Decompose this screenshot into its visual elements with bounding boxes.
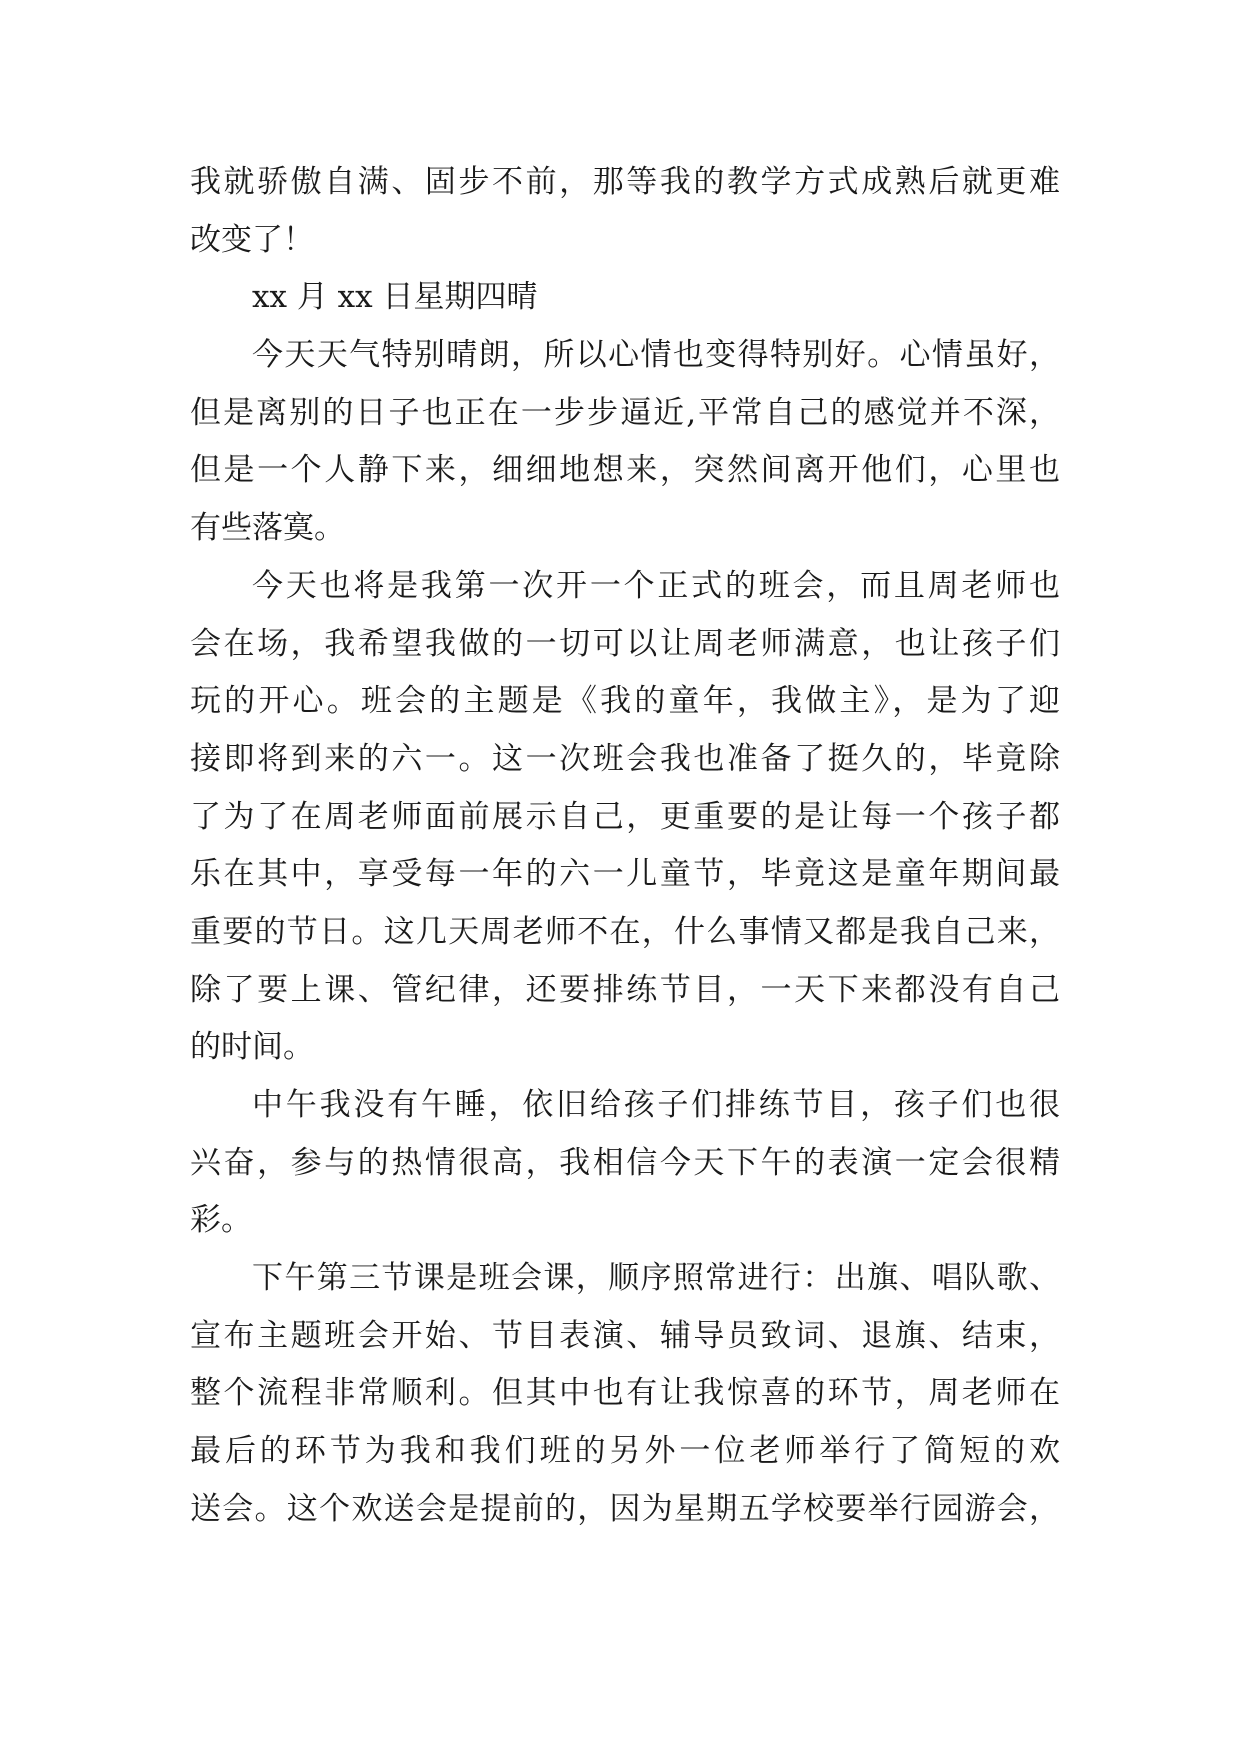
text-line: 重要的节日。这几天周老师不在，什么事情又都是我自己来， xyxy=(190,913,1060,950)
text-line: 了为了在周老师面前展示自己，更重要的是让每一个孩子都 xyxy=(190,798,1060,835)
text-line: 但是一个人静下来，细细地想来，突然间离开他们，心里也 xyxy=(190,452,1060,489)
text-line: 中午我没有午睡，依旧给孩子们排练节目，孩子们也很 xyxy=(252,1087,1060,1123)
text-line: 送会。这个欢送会是提前的，因为星期五学校要举行园游会， xyxy=(190,1490,1060,1527)
text-line: 接即将到来的六一。这一次班会我也准备了挺久的，毕竟除 xyxy=(190,740,1060,777)
text-line: 玩的开心。班会的主题是《我的童年，我做主》，是为了迎 xyxy=(190,683,1060,720)
text-line: 改变了！ xyxy=(190,221,314,258)
text-line: 彩。 xyxy=(190,1202,252,1239)
text-line: 除了要上课、管纪律，还要排练节目，一天下来都没有自己 xyxy=(190,971,1060,1008)
text-line: 乐在其中，享受每一年的六一儿童节，毕竟这是童年期间最 xyxy=(190,856,1060,893)
text-line: 的时间。 xyxy=(190,1029,314,1066)
text-line: 有些落寞。 xyxy=(190,510,345,547)
text-line: 最后的环节为我和我们班的另外一位老师举行了简短的欢 xyxy=(190,1433,1060,1470)
text-line: 今天天气特别晴朗，所以心情也变得特别好。心情虽好， xyxy=(252,337,1060,374)
text-line: 下午第三节课是班会课，顺序照常进行：出旗、唱队歌、 xyxy=(252,1260,1060,1297)
text-line: 会在场，我希望我做的一切可以让周老师满意，也让孩子们 xyxy=(190,625,1060,662)
text-line: 但是离别的日子也正在一步步逼近,平常自己的感觉并不深， xyxy=(190,394,1060,431)
text-line: 今天也将是我第一次开一个正式的班会，而且周老师也 xyxy=(252,567,1060,604)
text-line: 整个流程非常顺利。但其中也有让我惊喜的环节，周老师在 xyxy=(190,1375,1060,1412)
text-line: 兴奋，参与的热情很高，我相信今天下午的表演一定会很精 xyxy=(190,1144,1060,1181)
text-line: 我就骄傲自满、固步不前，那等我的教学方式成熟后就更难 xyxy=(190,164,1060,200)
text-line: xx 月 xx 日星期四晴 xyxy=(252,279,538,316)
body-text xyxy=(190,154,1060,1539)
text-line: 宣布主题班会开始、节目表演、辅导员致词、退旗、结束， xyxy=(190,1317,1060,1354)
